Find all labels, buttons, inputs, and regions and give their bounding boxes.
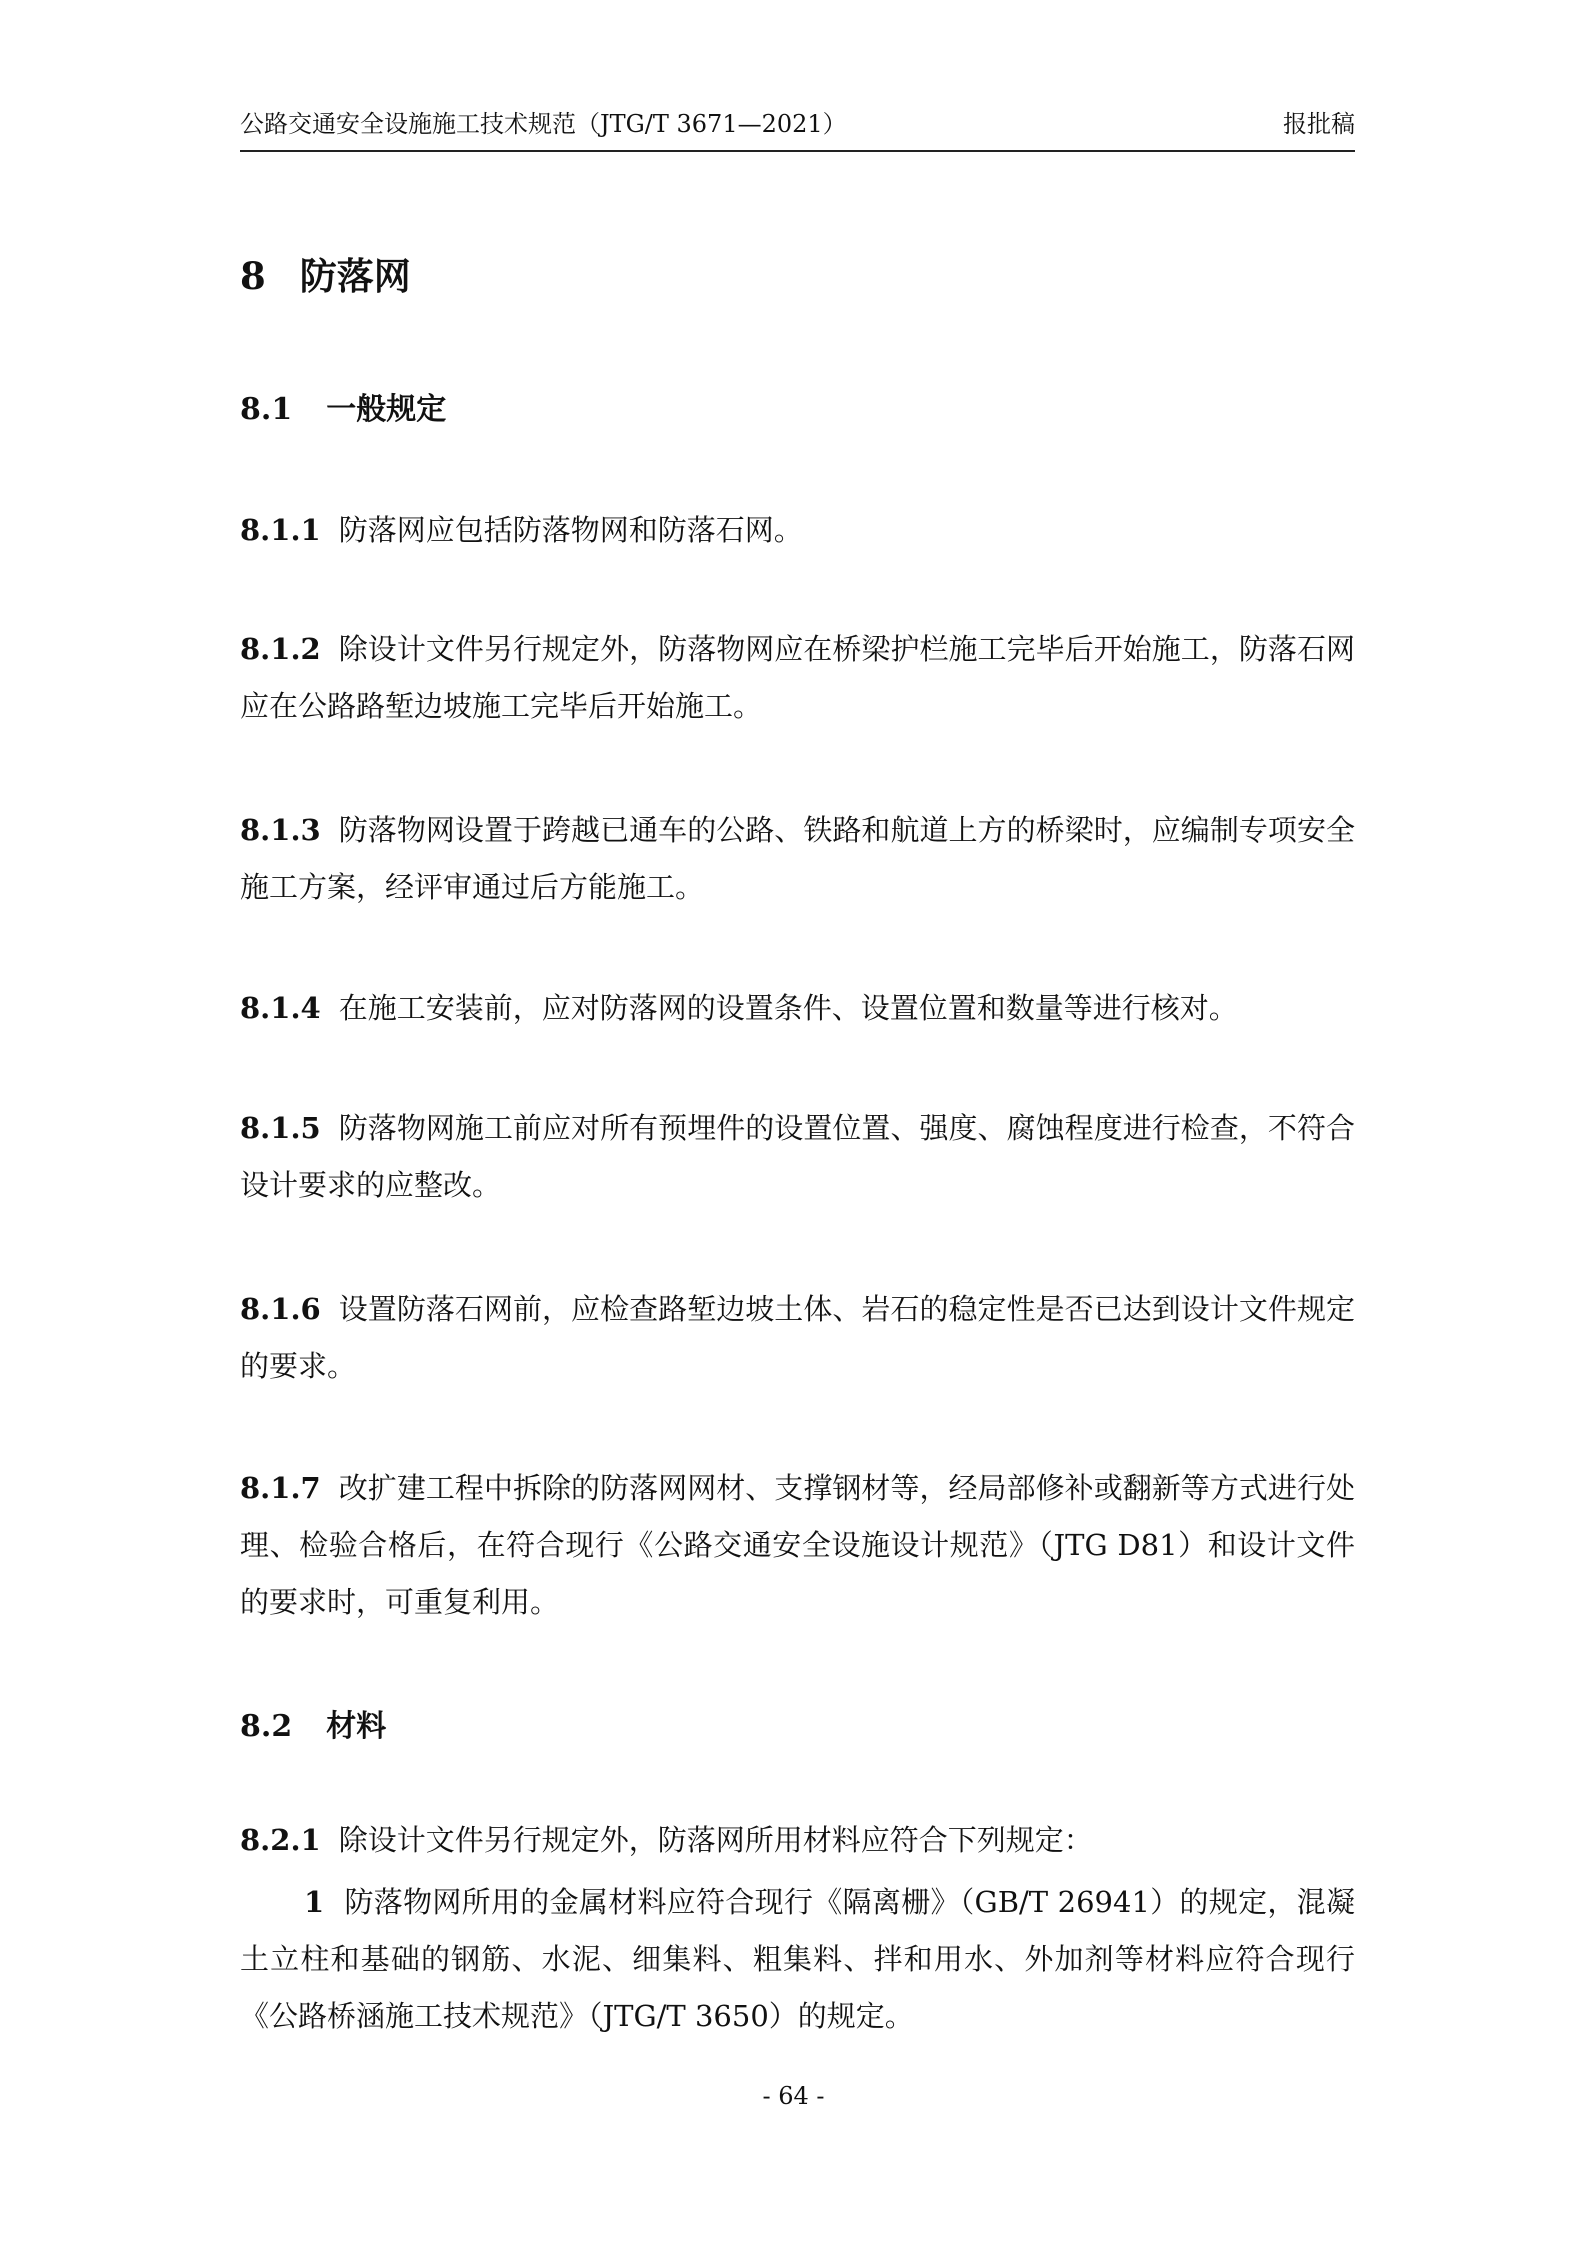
item-number: 1 (304, 1885, 325, 1919)
item-text: 防落物网所用的金属材料应符合现行《隔离栅》（GB/T 26941）的规定，混凝土立柱和基础的钢筋、水泥、细集料、粗集料、拌和用水、外加剂等材料应符合现行《公路桥涵施工技术规范》（JTG/T 3650）的规定。 (240, 1885, 1355, 2033)
clause-text: 防落物网设置于跨越已通车的公路、铁路和航道上方的桥梁时，应编制专项安全施工方案，经评审通过后方能施工。 (240, 813, 1355, 904)
clause-text: 防落网应包括防落物网和防落石网。 (338, 513, 803, 547)
clause-number: 8.1.3 (240, 813, 321, 847)
clause-8-1-3 (240, 802, 1355, 916)
clause-text: 防落物网施工前应对所有预埋件的设置位置、强度、腐蚀程度进行检查，不符合设计要求的应整改。 (240, 1111, 1355, 1202)
chapter-heading (240, 252, 411, 301)
clause-number: 8.1.7 (240, 1471, 321, 1505)
clause-number: 8.1.1 (240, 513, 321, 547)
section-heading-8-1 (240, 390, 446, 430)
clause-8-1-1 (240, 502, 1355, 559)
page-number: - 64 - (762, 2082, 825, 2110)
header-status: 报批稿 (1283, 110, 1355, 138)
clause-text: 设置防落石网前，应检查路堑边坡土体、岩石的稳定性是否已达到设计文件规定的要求。 (240, 1292, 1355, 1383)
clause-text: 除设计文件另行规定外，防落网所用材料应符合下列规定： (338, 1823, 1093, 1857)
clause-number: 8.2.1 (240, 1823, 321, 1857)
clause-number: 8.1.4 (240, 991, 321, 1025)
header-title: 公路交通安全设施施工技术规范（JTG/T 3671—2021） (240, 110, 847, 138)
clause-8-2-1 (240, 1812, 1355, 1869)
page-header (240, 108, 1355, 152)
clause-text: 在施工安装前，应对防落网的设置条件、设置位置和数量等进行核对。 (338, 991, 1238, 1025)
section-number: 8.1 (240, 392, 293, 427)
clause-8-1-2 (240, 621, 1355, 735)
chapter-title: 防落网 (299, 255, 411, 298)
clause-number: 8.1.6 (240, 1292, 321, 1326)
clause-8-1-7 (240, 1460, 1355, 1631)
clause-text: 除设计文件另行规定外，防落物网应在桥梁护栏施工完毕后开始施工，防落石网应在公路路堑边坡施工完毕后开始施工。 (240, 632, 1355, 723)
section-heading-8-2 (240, 1707, 386, 1747)
clause-8-2-1-item-1 (240, 1874, 1355, 2045)
clause-text: 改扩建工程中拆除的防落网网材、支撑钢材等，经局部修补或翻新等方式进行处理、检验合格后，在符合现行《公路交通安全设施设计规范》（JTG D81）和设计文件的要求时，可重复利用。 (240, 1471, 1355, 1619)
clause-8-1-5 (240, 1100, 1355, 1214)
clause-number: 8.1.5 (240, 1111, 321, 1145)
clause-8-1-4 (240, 980, 1355, 1037)
section-title: 材料 (326, 1709, 387, 1744)
section-number: 8.2 (240, 1709, 293, 1744)
section-title: 一般规定 (326, 392, 447, 427)
chapter-number: 8 (240, 254, 266, 298)
clause-8-1-6 (240, 1281, 1355, 1395)
clause-number: 8.1.2 (240, 632, 321, 666)
